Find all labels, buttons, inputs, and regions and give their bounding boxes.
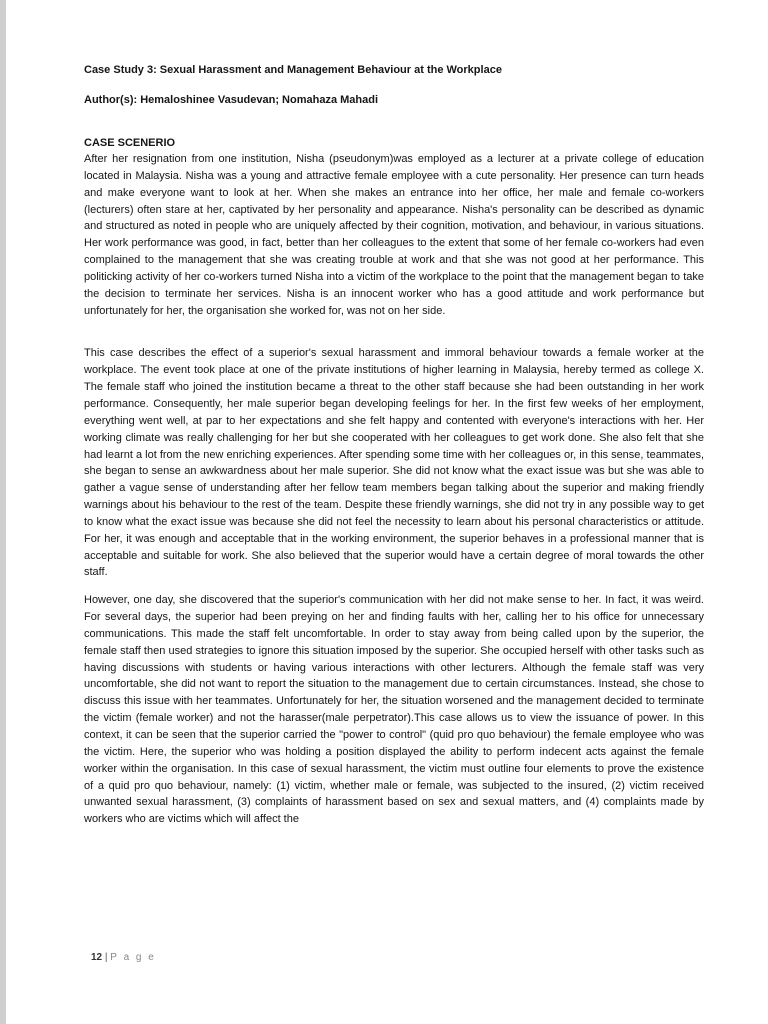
paragraph-1: After her resignation from one institution, Nisha (pseudonym)was employed as a lecturer at a private college of education located in Malaysia. Nisha was a young and attractive female employee with a cute personality. Her presence can turn heads and make everyone want to look at her. When she makes an entrance into her office, her male and female co-workers (lecturers) often stare at her, captivated by her personality and appearance. Nisha's personality can be described as dynamic and structured as noted in people who are uniquely affected by their cognition, motivation, and behaviour, in various situations. Her work performance was good, in fact, better than her colleagues to the extent that some of her female co-workers had even complained to the management that she was creating trouble at work and that she was not good at her performance. This politicking activity of her co-workers turned Nisha into a victim of the workplace to the point that the management began to take the decision to terminate her services. Nisha is an innocent worker who has a good attitude and work performance but unfortunately for her, the organisation she worked for, was not on her side. [84,153,704,317]
paragraph-2: This case describes the effect of a superior's sexual harassment and immoral behaviour towards a female worker at the workplace. The event took place at one of the private institutions of higher learning in Malaysia, hereby termed as college X. The female staff who joined the institution became a threat to the other staff because she had been outstanding in her work performance. Consequently, her male superior began developing feelings for her. In the first few weeks of her employment, everything went well, at par to her expectations and she felt happy and contented with everyone's interactions with her. Her working climate was really challenging for her but she cooperated with her colleagues to get work done. She also felt that she had learnt a lot from the new enriching experiences. After spending some time with her colleagues or, in this sense, teammates, she began to sense an awkwardness about her male superior. She did not know what the exact issue was but she was able to gather a vague sense of understanding after her fellow team members began talking about the superior and making friendly warnings about his behaviour to the rest of the team. Despite these friendly warnings, she did not try in any possible way to get to know what the exact issue was because she did not feel the necessity to learn about his personal characteristics or attitude. For her, it was enough and acceptable that in the working environment, the superior behaves in a professional manner that is acceptable and suitable for work. She also believed that the superior would have a certain degree of moral towards the other staff. [84,347,704,579]
page-number: 12 [91,952,103,963]
footer-separator: | [104,952,108,963]
page-footer [91,952,156,963]
section-heading: CASE SCENERIO [84,137,176,149]
paragraph-3: However, one day, she discovered that the superior's communication with her did not make sense to her. In fact, it was weird. For several days, the superior had been preying on her and finding faults with her, calling her to his office for unnecessary communications. This made the staff felt uncomfortable. In order to stay away from being called upon by the superior, the female staff then used strategies to ignore this situation imposed by the superior. She occupied herself with other tasks such as having discussions with students or having various interactions with other lecturers. Although the female staff was very uncomfortable, she did not want to report the situation to the management due to certain circumstances. Instead, she chose to discuss this issue with her teammates. Unfortunately for her, the situation worsened and the management decided to terminate the victim (female worker) and not the harasser(male perpetrator).This case allows us to view the issuance of power. In this context, it can be seen that the superior carried the "power to control" (quid pro quo behaviour) the female employee who was the victim. Here, the superior who was holding a position displayed the ability to perform indecent acts against the female worker within the organisation. In this case of sexual harassment, the victim must outline four elements to prove the existence of a quid pro quo behaviour, namely: (1) victim, whether male or female, was subjected to the insured, (2) victim received unwanted sexual harassment, (3) complaints of harassment based on sex and sexual matters, and (4) complaints made by workers who are victims which will affect the [84,594,704,826]
document-content [84,63,704,828]
authors-line: Author(s): Hemaloshinee Vasudevan; Nomahaza Mahadi [84,94,379,106]
page-edge [0,0,6,1024]
page-label: P a g e [110,952,156,963]
case-study-title: Case Study 3: Sexual Harassment and Management Behaviour at the Workplace [84,64,502,76]
